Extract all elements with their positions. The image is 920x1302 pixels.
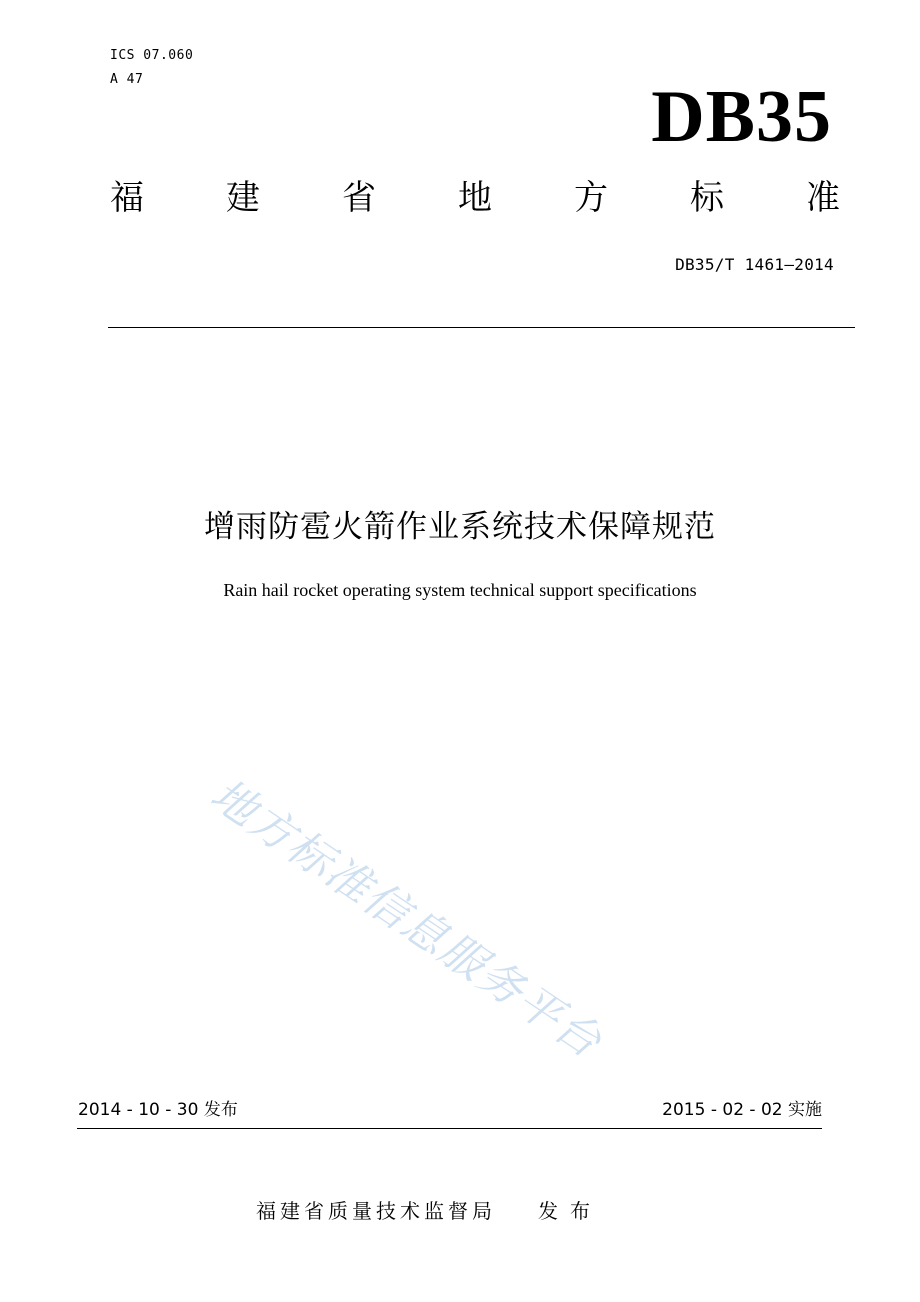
implementation-date: 2015 - 02 - 02 实施 <box>662 1100 822 1120</box>
standard-type-char: 准 <box>806 178 840 218</box>
db-logo: DB35 <box>651 76 832 158</box>
standard-type-char: 福 <box>110 178 144 218</box>
standard-number: DB35/T 1461—2014 <box>675 255 834 274</box>
footer-divider <box>77 1128 822 1129</box>
ics-code: ICS 07.060 <box>110 48 194 63</box>
issue-date: 2014 - 10 - 30 发布 <box>78 1100 238 1120</box>
document-title-chinese: 增雨防雹火箭作业系统技术保障规范 <box>204 509 716 545</box>
standard-type-char: 标 <box>690 178 724 218</box>
standard-type-char: 建 <box>226 178 260 218</box>
classification-code: A 47 <box>110 72 144 87</box>
watermark: 地方标准信息服务平台 <box>201 769 612 1069</box>
issuer-action: 发布 <box>538 1199 602 1223</box>
header-divider <box>108 327 855 328</box>
issuer-name: 福建省质量技术监督局 <box>256 1199 496 1223</box>
standard-type-char: 地 <box>458 178 492 218</box>
issuer-line <box>256 1195 602 1224</box>
document-title-english: Rain hail rocket operating system technical support specifications <box>223 580 697 600</box>
standard-type-char: 方 <box>574 178 608 218</box>
standard-type-char: 省 <box>342 178 376 218</box>
standard-type-heading <box>110 176 840 220</box>
